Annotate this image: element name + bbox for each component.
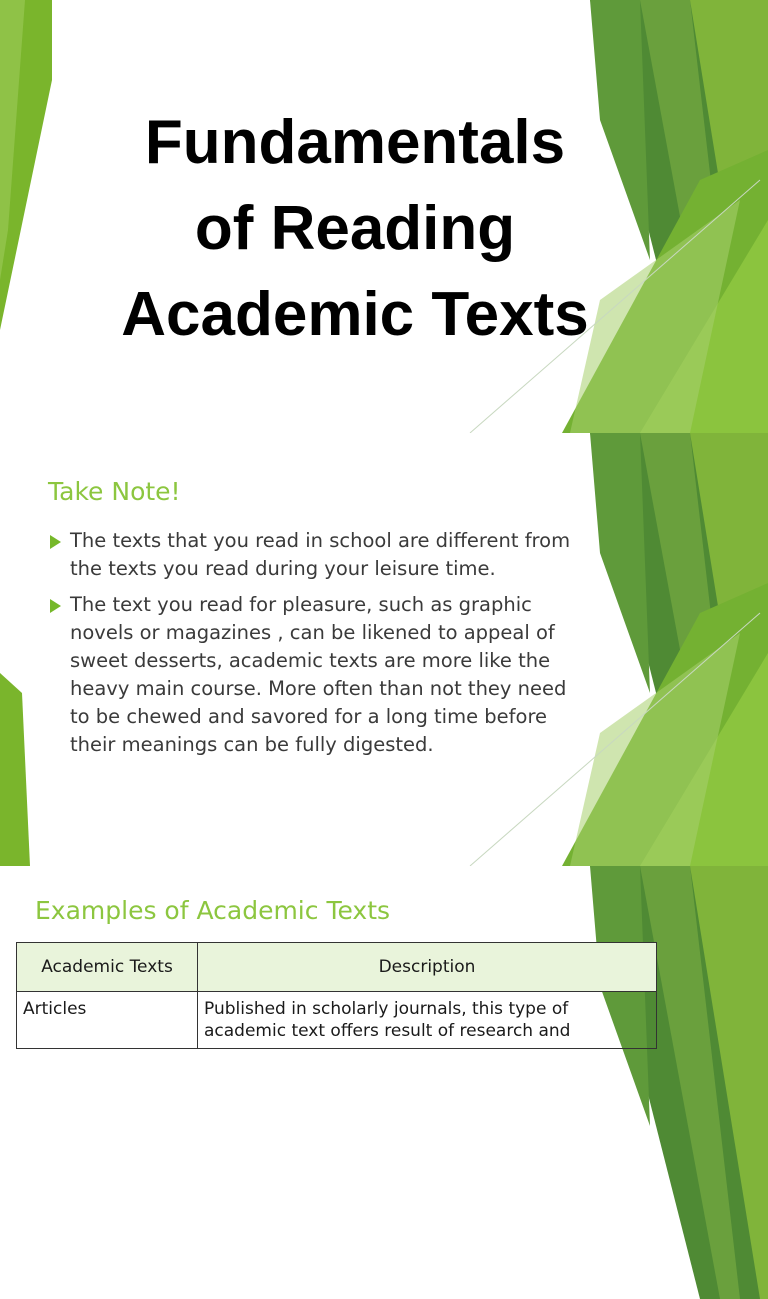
title-line-3: Academic Texts bbox=[121, 280, 589, 349]
table-cell: Published in scholarly journals, this type of academic text offers result of research and bbox=[198, 992, 657, 1049]
examples-slide bbox=[0, 866, 768, 1041]
examples-heading: Examples of Academic Texts bbox=[35, 896, 391, 925]
triangle-bullet-icon bbox=[50, 535, 61, 549]
take-note-slide bbox=[0, 433, 768, 866]
bullet-list bbox=[48, 527, 578, 767]
column-header: Description bbox=[198, 943, 657, 992]
bullet-item bbox=[48, 591, 578, 759]
green-triangles-decoration bbox=[0, 866, 768, 1299]
bullet-text: The texts that you read in school are different from the texts you read during your leisure time. bbox=[70, 529, 571, 580]
table-cell: Articles bbox=[17, 992, 198, 1049]
title-line-1: Fundamentals bbox=[144, 108, 566, 177]
slide-title bbox=[0, 100, 710, 358]
bullet-text: The text you read for pleasure, such as graphic novels or magazines , can be likened to appeal of sweet desserts, academic texts are more like the heavy main course. More often than not they need to be chewed and savored for a long time before their meanings can be fully digested. bbox=[70, 593, 567, 756]
column-header: Academic Texts bbox=[17, 943, 198, 992]
bullet-item bbox=[48, 527, 578, 583]
title-slide bbox=[0, 0, 768, 433]
take-note-heading: Take Note! bbox=[48, 477, 181, 506]
table-row bbox=[17, 992, 657, 1049]
table-header-row bbox=[17, 943, 657, 992]
title-line-2: of Reading bbox=[194, 194, 516, 263]
triangle-bullet-icon bbox=[50, 599, 61, 613]
academic-texts-table bbox=[16, 942, 657, 1049]
